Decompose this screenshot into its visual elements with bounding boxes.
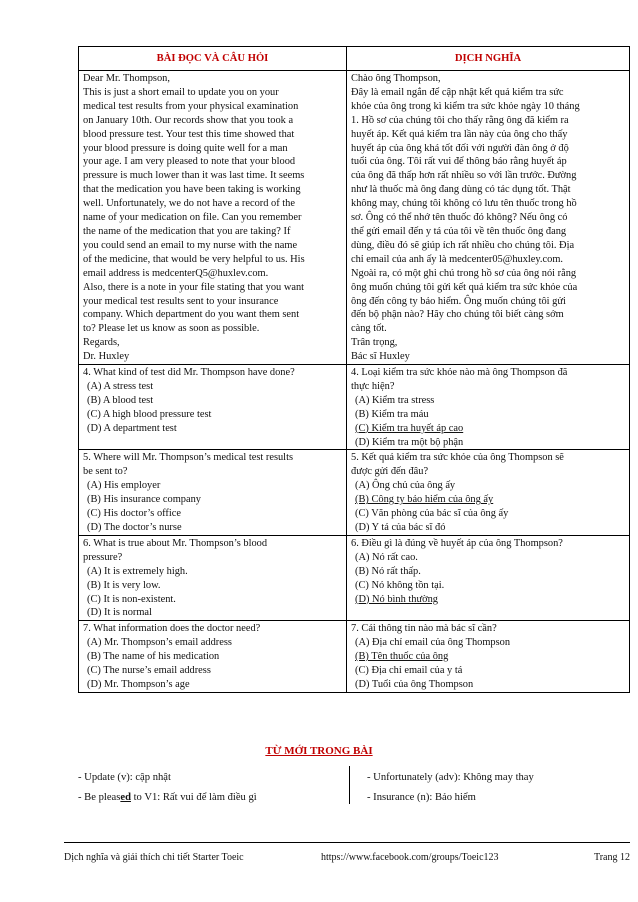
answer-option: (C) It is non-existent.	[87, 593, 176, 605]
passage-line: on January 10th. Our records show that you took a	[83, 114, 294, 126]
answer-option: (D) The doctor’s nurse	[87, 522, 182, 533]
passage-english	[79, 71, 347, 365]
question-row	[79, 365, 630, 450]
passage-line: your age. I am very pleased to note that your blood	[83, 156, 296, 168]
answer-option: (C) A high blood pressure test	[87, 408, 212, 420]
passage-line: ông muốn chúng tôi gửi kết quả kiểm tra sức khỏe của	[351, 281, 578, 293]
passage-line: chỉ email của anh ấy là medcenter05@huxley.com.	[351, 253, 564, 265]
passage-line: tuổi của ông. Tôi rất vui để thông báo rằng huyết áp	[351, 156, 567, 168]
question-row	[79, 535, 630, 620]
vocab-title: TỪ MỚI TRONG BÀI	[265, 745, 373, 757]
passage-line: well. Unfortunately, we do not have a record of the	[83, 198, 295, 210]
vocab-item: - Insurance (n): Bảo hiểm	[367, 792, 476, 803]
correct-answer-option: (B) Công ty bảo hiểm của ông ấy	[355, 494, 494, 506]
passage-line: sơ. Ông có thể nhớ tên thuốc đó không? Nếu ông có	[351, 212, 568, 224]
header-row	[79, 47, 630, 71]
question-text: 7. Cái thông tin nào mà bác sĩ cần?	[351, 623, 497, 635]
question-vietnamese	[347, 535, 630, 620]
passage-line: thể gửi email đến y tá của tôi về tên thuốc ông đang	[351, 225, 567, 237]
passage-line: của ông đã thấp hơn rất nhiều so với lần trước. Đường	[351, 170, 577, 182]
vocab-underlined: ed	[120, 792, 131, 803]
answer-option: (A) Kiểm tra stress	[355, 394, 435, 406]
passage-line: huyết áp của ông khá tốt đối với người đàn ông ở độ	[351, 142, 569, 154]
answer-option: (B) It is very low.	[87, 579, 161, 591]
question-text: thực hiện?	[351, 380, 395, 392]
footer-rule	[64, 842, 630, 843]
vocab-item: - Unfortunately (adv): Không may thay	[367, 772, 534, 783]
passage-line: that the medication you have been taking is working	[83, 184, 301, 196]
passage-line: Regards,	[83, 337, 120, 349]
answer-option: (A) It is extremely high.	[87, 565, 188, 577]
passage-line: càng tốt.	[351, 323, 387, 335]
answer-option: (C) His doctor’s office	[87, 508, 181, 520]
answer-option: (A) His employer	[87, 480, 161, 492]
correct-answer-option: (B) Tên thuốc của ông	[355, 651, 449, 663]
question-english	[79, 621, 347, 693]
answer-option: (D) Kiểm tra một bộ phận	[355, 436, 464, 448]
content-table	[78, 46, 630, 693]
passage-line: your medical test results sent to your insurance	[83, 295, 279, 307]
question-english	[79, 535, 347, 620]
vocab-divider	[349, 766, 350, 804]
answer-option: (B) Kiểm tra máu	[355, 408, 429, 420]
vocab-text: to V1: Rất vui để làm điều gì	[130, 792, 257, 803]
passage-line: the name of the medication that you are taking? If	[83, 225, 291, 237]
vocab-list-left	[78, 768, 257, 808]
question-english	[79, 365, 347, 450]
answer-option: (D) Y tá của bác sĩ đó	[355, 522, 446, 533]
question-text: 4. What kind of test did Mr. Thompson have done?	[83, 367, 295, 379]
question-vietnamese	[347, 450, 630, 535]
passage-line: blood pressure test. Your test this time showed that	[83, 128, 295, 140]
passage-line: Dear Mr. Thompson,	[83, 73, 170, 84]
question-text: 5. Kết quả kiểm tra sức khỏe của ông Thompson sẽ	[351, 452, 564, 464]
passage-line: of the medicine, that would be very helpful to us. His	[83, 253, 305, 265]
answer-option: (A) Ông chủ của ông ấy	[355, 480, 456, 492]
passage-line: Ngoài ra, có một ghi chú trong hồ sơ của ông nói rằng	[351, 267, 577, 279]
answer-option: (C) The nurse’s email address	[87, 665, 211, 677]
answer-option: (C) Văn phòng của bác sĩ của ông ấy	[355, 508, 509, 520]
footer-link[interactable]: https://www.facebook.com/groups/Toeic123	[321, 852, 499, 863]
vocab-text: - Be pleas	[78, 792, 121, 803]
passage-line: 1. Hồ sơ của chúng tôi cho thấy rằng ông đã kiểm ra	[351, 114, 569, 126]
answer-option: (D) Tuổi của ông Thompson	[355, 678, 474, 690]
answer-option: (C) Địa chỉ email của y tá	[355, 665, 463, 677]
question-vietnamese	[347, 365, 630, 450]
passage-row	[79, 71, 630, 365]
passage-line: This is just a short email to update you on your	[83, 86, 279, 98]
passage-line: to? Please let us know as soon as possible.	[83, 323, 260, 335]
passage-line: Also, there is a note in your file stating that you want	[83, 281, 305, 293]
answer-option: (B) The name of his medication	[87, 651, 220, 663]
answer-option: (C) Nó không tồn tại.	[355, 579, 445, 591]
passage-line: medical test results from your physical examination	[83, 100, 299, 112]
passage-line: như là thuốc mà ông đang dùng có tác dụng tốt. Thật	[351, 184, 571, 196]
passage-line: đến bộ phận nào? Hãy cho chúng tôi biết càng sớm	[351, 309, 564, 321]
answer-option: (B) A blood test	[87, 394, 154, 406]
answer-option: (D) It is normal	[87, 607, 152, 619]
passage-line: Trân trọng,	[351, 337, 398, 349]
question-text: 6. Điều gì là đúng về huyết áp của ông Thompson?	[351, 537, 563, 549]
passage-line: Bác sĩ Huxley	[351, 351, 410, 363]
answer-option: (B) His insurance company	[87, 494, 201, 506]
passage-line: Đây là email ngắn để cập nhật kết quả kiểm tra sức	[351, 86, 564, 98]
vocab-list-right	[367, 768, 534, 808]
passage-line: dùng, điều đó sẽ giúp ích rất nhiều cho chúng tôi. Địa	[351, 239, 575, 251]
passage-line: company. Which department do you want them sent	[83, 309, 300, 321]
answer-option: (A) Nó rất cao.	[355, 551, 418, 563]
question-text: 5. Where will Mr. Thompson’s medical test results	[83, 452, 293, 464]
question-text: 6. What is true about Mr. Thompson’s blood	[83, 537, 268, 549]
header-reading-questions: BÀI ĐỌC VÀ CÂU HỎI	[79, 47, 347, 71]
question-text: 7. What information does the doctor need?	[83, 623, 261, 635]
vocab-item	[78, 768, 257, 788]
vocab-text: - Update (v): cập nhật	[78, 772, 171, 783]
correct-answer-option: (D) Nó bình thường	[355, 593, 438, 605]
passage-line: your blood pressure is doing quite well for a man	[83, 142, 288, 154]
passage-line: huyết áp. Kết quả kiểm tra lần này của ông cho thấy	[351, 128, 568, 140]
passage-vietnamese	[347, 71, 630, 365]
passage-line: Chào ông Thompson,	[351, 73, 441, 84]
answer-option: (D) A department test	[87, 422, 177, 434]
answer-option: (A) A stress test	[87, 380, 154, 392]
answer-option: (A) Mr. Thompson’s email address	[87, 637, 232, 649]
question-text: được gửi đến đâu?	[351, 466, 429, 478]
answer-option: (D) Mr. Thompson’s age	[87, 678, 190, 690]
question-text: pressure?	[83, 551, 123, 563]
passage-line: name of your medication on file. Can you remember	[83, 212, 302, 224]
answer-option: (B) Nó rất thấp.	[355, 565, 421, 577]
question-vietnamese	[347, 621, 630, 693]
vocab-item	[78, 788, 257, 808]
header-translation: DỊCH NGHĨA	[347, 47, 630, 71]
passage-line: email address is medcenterQ5@huxlev.com.	[83, 267, 269, 279]
passage-line: pressure is much lower than it was last time. It seems	[83, 170, 305, 182]
passage-line: you could send an email to my nurse with the name	[83, 239, 298, 251]
question-text: 4. Loại kiểm tra sức khỏe nào mà ông Thompson đã	[351, 367, 568, 379]
footer-book-title: Dịch nghĩa và giải thích chi tiết Starter Toeic	[64, 852, 244, 863]
answer-option: (A) Địa chỉ email của ông Thompson	[355, 637, 511, 649]
question-english	[79, 450, 347, 535]
question-row	[79, 450, 630, 535]
passage-line: ông đến công ty bảo hiểm. Ông muốn chúng tôi gửi	[351, 295, 566, 307]
question-row	[79, 621, 630, 693]
correct-answer-option: (C) Kiểm tra huyết áp cao	[355, 422, 464, 434]
question-text: be sent to?	[83, 466, 128, 478]
passage-line: không may, chúng tôi không có lưu tên thuốc trong hồ	[351, 198, 577, 210]
footer-page-number: Trang 12	[593, 852, 630, 863]
passage-line: Dr. Huxley	[83, 351, 130, 363]
passage-line: khỏe của ông trong kì kiểm tra sức khỏe ngày 10 tháng	[351, 100, 580, 112]
